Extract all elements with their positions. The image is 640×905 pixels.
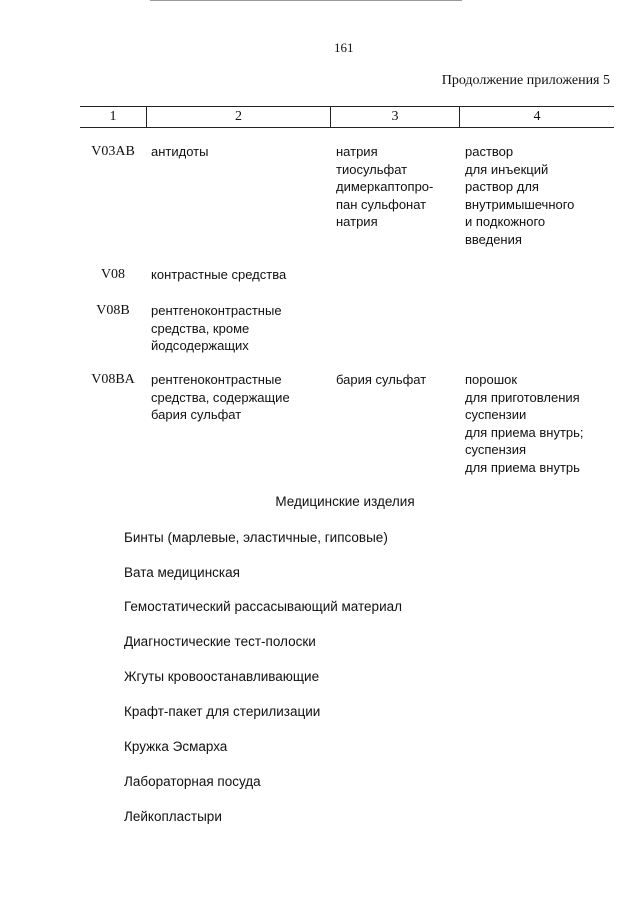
drug-name: бария сульфат: [336, 372, 427, 387]
dosage-form: раствор для инъекций раствор для внутримышечного и подкожного введения: [465, 144, 575, 247]
group-name: рентгеноконтрастные средства, кроме йодсодержащих: [151, 303, 282, 353]
group-name: контрастные средства: [151, 267, 287, 282]
device-item: Жгуты кровоостанавливающие: [124, 669, 320, 684]
group-name: рентгеноконтрастные средства, содержащие бария сульфат: [151, 372, 290, 422]
top-edge-line: [150, 0, 462, 1]
device-item: Бинты (марлевые, эластичные, гипсовые): [124, 530, 388, 545]
atc-code: V08: [100, 267, 126, 282]
device-item: Вата медицинская: [124, 565, 240, 580]
atc-code: V08BA: [91, 372, 135, 387]
table-header-row: [80, 106, 614, 128]
header-col-1: 1: [109, 109, 117, 124]
atc-code: V03AB: [91, 144, 135, 159]
header-col-2: 2: [146, 107, 330, 127]
device-item: Гемостатический рассасывающий материал: [124, 599, 402, 614]
dosage-form: порошок для приготовления суспензии для приема внутрь; суспензия для приема внутрь: [465, 372, 584, 475]
device-item: Диагностические тест-полоски: [124, 634, 316, 649]
medical-devices-title: Медицинские изделия: [275, 494, 415, 509]
drug-name: натрия тиосульфат димеркаптопро- пан сульфонат натрия: [336, 144, 434, 229]
device-item: Кружка Эсмарха: [124, 739, 228, 754]
page-number: 161: [334, 40, 354, 55]
device-item: Лейкопластыри: [124, 809, 222, 824]
header-col-3: 3: [330, 107, 459, 127]
device-item: Крафт-пакет для стерилизации: [124, 704, 321, 719]
header-col-4: 4: [459, 107, 614, 127]
group-name: антидоты: [151, 144, 209, 159]
appendix-continuation-note: Продолжение приложения 5: [441, 73, 610, 88]
atc-code: V08B: [96, 303, 130, 318]
device-item: Лабораторная посуда: [124, 774, 261, 789]
